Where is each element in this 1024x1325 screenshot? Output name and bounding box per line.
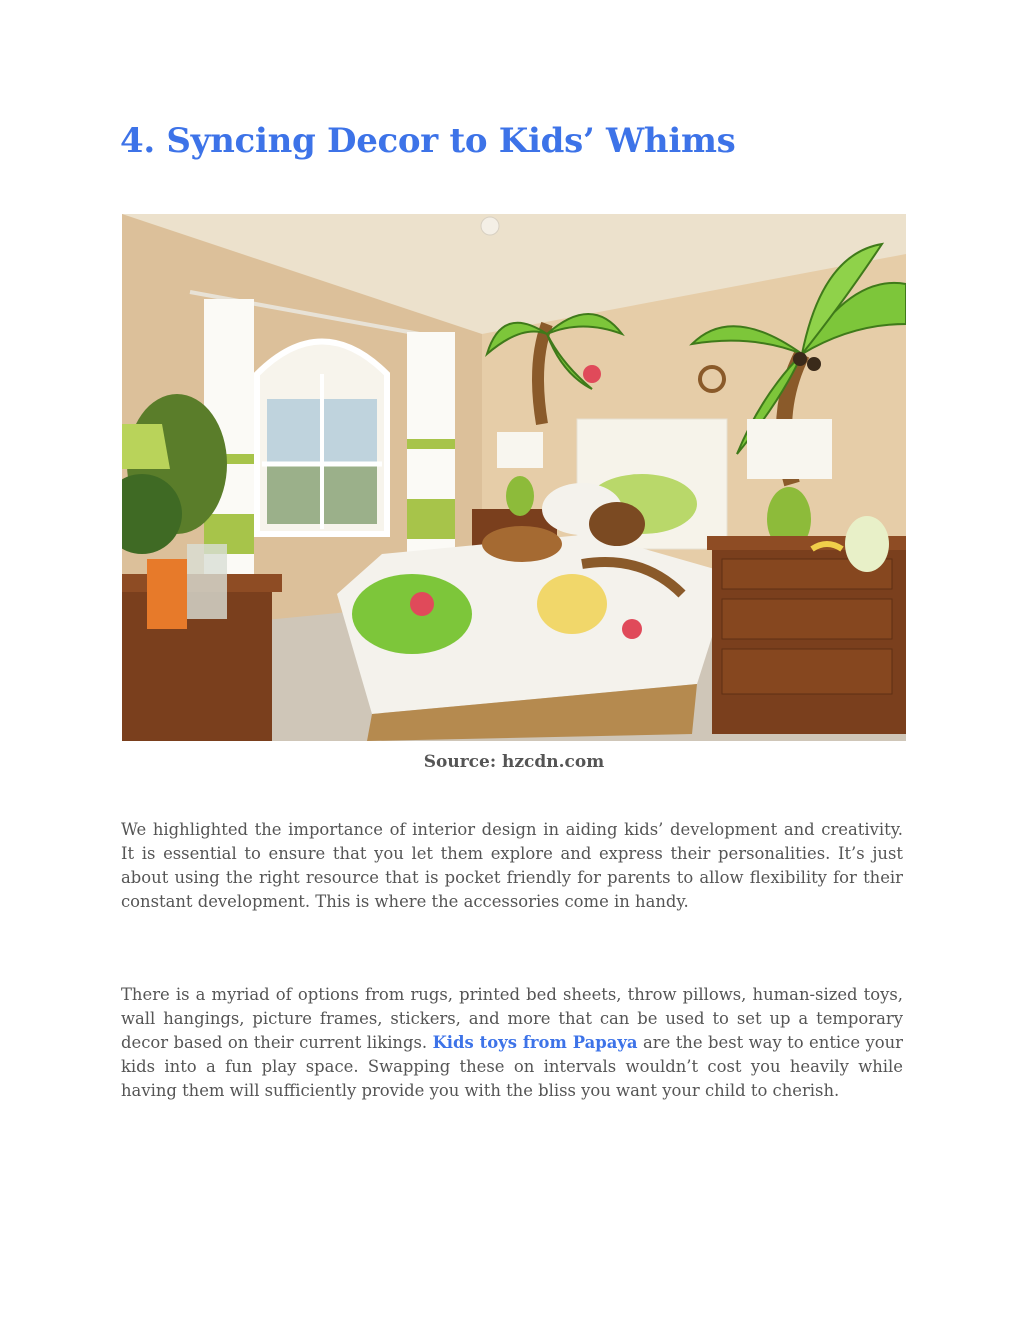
section-heading: 4. Syncing Decor to Kids’ Whims <box>120 121 736 161</box>
papaya-toys-link[interactable]: Kids toys from Papaya <box>432 1033 638 1052</box>
paragraph-options-text-after: are the best way to entice your kids into a fun play space. Swapping these on intervals wouldn’t cost you heavily while having them will sufficiently provide you with the bliss you want your child to cherish. <box>121 1033 903 1100</box>
paragraph-options-text-before: There is a myriad of options from rugs, printed bed sheets, throw pillows, human-sized toys, wall hangings, picture frames, stickers, and more that can be used to set up a temporary decor based on their current likings. <box>121 985 903 1052</box>
bedroom-photo <box>122 214 906 741</box>
paragraph-intro: We highlighted the importance of interior design in aiding kids’ development and creativity. It is essential to ensure that you let them explore and express their personalities. It’s just about using the right resource that is pocket friendly for parents to allow flexibility for their constant development. This is where the accessories come in handy. <box>121 820 903 911</box>
paragraph-options <box>121 983 903 1103</box>
image-caption: Source: hzcdn.com <box>423 752 605 772</box>
